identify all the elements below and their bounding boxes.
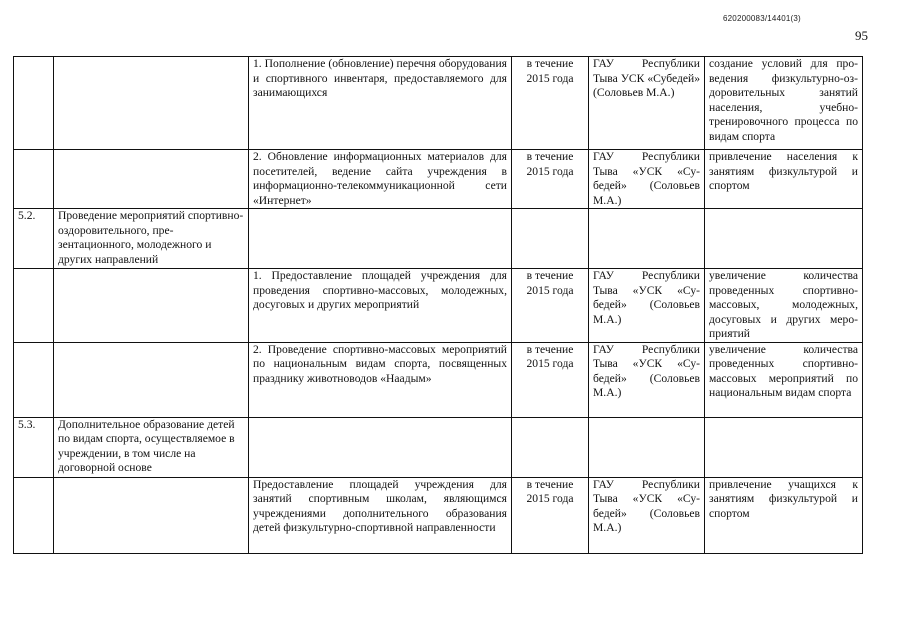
result-text: привлечение населения к занятиям физкультурой и спортом [705,150,863,209]
term-text [512,417,589,477]
table-row [14,150,863,209]
row-number: 5.2. [14,209,54,269]
action-text: 1. Предоставление площадей учреждения для проведения спортивно-массовых, молодежных, досуговых и других мероприятий [249,269,512,343]
result-text: создание условий для проведения физкультурно-оздоровительных занятий населения, учебно-тренировочного процесса по видам спорта [705,57,863,150]
term-text: в течение 2015 года [512,57,589,150]
term-text [512,209,589,269]
section-title [54,269,249,343]
section-title: Проведение мероприятий спортивно-оздоровительного, презентационного, молодежного и других направлений [54,209,249,269]
document-number: 620200083/14401(3) [723,14,801,23]
executor-text: ГАУ Республики Тыва «УСК «Субедей» (Соловьев М.А.) [589,269,705,343]
table-row [14,477,863,553]
action-text: 2. Проведение спортивно-массовых мероприятий по национальным видам спорта, посвященных празднику животноводов «Наадым» [249,342,512,417]
action-text: 1. Пополнение (обновление) перечня оборудования и спортивного инвентаря, предоставляемого для занимающихся [249,57,512,150]
result-text: увеличение количества проведенных спортивно-массовых мероприятий по национальным видам спорта [705,342,863,417]
table-row [14,209,863,269]
term-text: в течение 2015 года [512,342,589,417]
section-title: Дополнительное образование детей по видам спорта, осуществляемое в учреждении, в том числе на договорной основе [54,417,249,477]
row-number [14,342,54,417]
executor-text: ГАУ Республики Тыва УСК «Субедей» (Соловьев М.А.) [589,57,705,150]
executor-text: ГАУ Республики Тыва «УСК «Субедей» (Соловьев М.А.) [589,342,705,417]
section-title [54,57,249,150]
action-text: 2. Обновление информационных материалов для посетителей, ведение сайта учреждения в информационно-телекоммуникационной сети «Интернет» [249,150,512,209]
term-text: в течение 2015 года [512,150,589,209]
executor-text [589,209,705,269]
result-text: привлечение учащихся к занятиям физкультурой и спортом [705,477,863,553]
executor-text: ГАУ Республики Тыва «УСК «Субедей» (Соловьев М.А.) [589,150,705,209]
row-number [14,269,54,343]
table-row [14,269,863,343]
section-title [54,150,249,209]
row-number [14,477,54,553]
section-title [54,477,249,553]
result-text: увеличение количества проведенных спортивно-массовых, молодежных, досуговых и других мероприятий [705,269,863,343]
executor-text [589,417,705,477]
section-title [54,342,249,417]
table-row [14,342,863,417]
table-row [14,57,863,150]
action-text: Предоставление площадей учреждения для занятий спортивным школам, являющимся учреждениями дополнительного образования детей физкультурно-спортивной направленности [249,477,512,553]
row-number: 5.3. [14,417,54,477]
action-text [249,417,512,477]
measures-table [13,56,863,554]
result-text [705,209,863,269]
page-number: 95 [855,28,868,43]
result-text [705,417,863,477]
term-text: в течение 2015 года [512,477,589,553]
table-row [14,417,863,477]
row-number [14,57,54,150]
executor-text: ГАУ Республики Тыва «УСК «Субедей» (Соловьев М.А.) [589,477,705,553]
row-number [14,150,54,209]
term-text: в течение 2015 года [512,269,589,343]
action-text [249,209,512,269]
